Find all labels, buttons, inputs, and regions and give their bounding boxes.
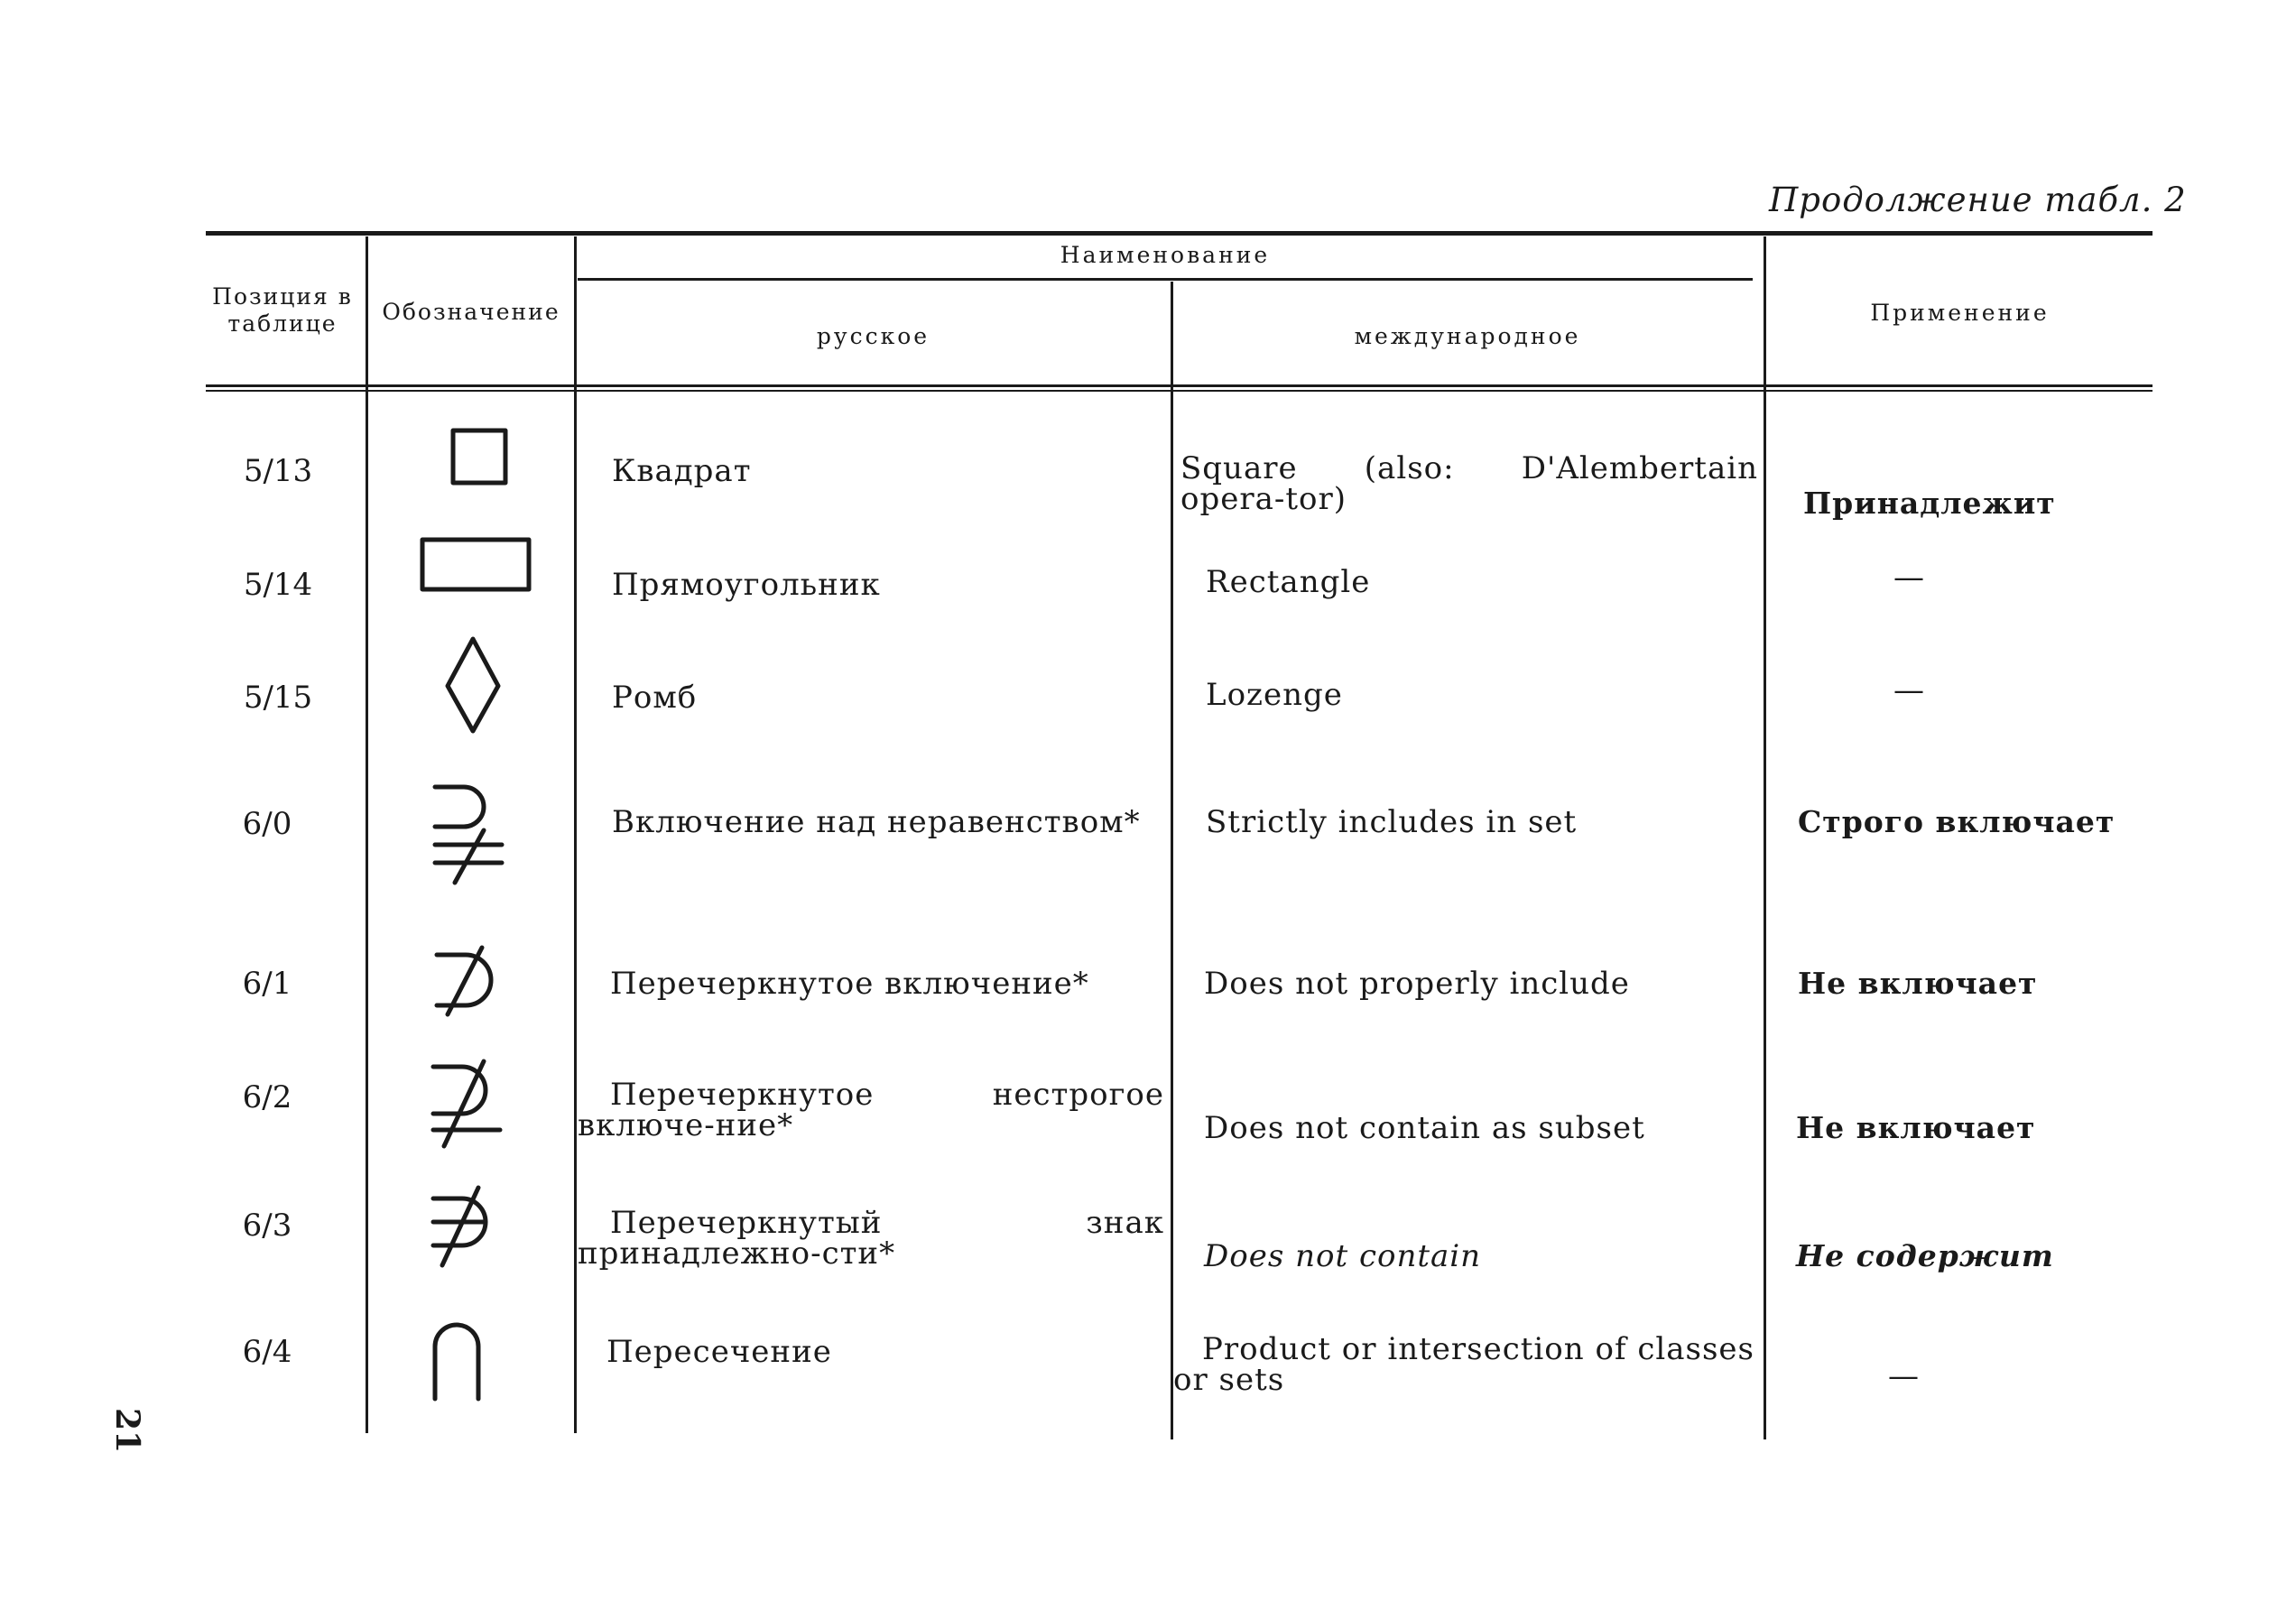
table-row-position: 6/0 [242,806,292,842]
table-row-application: Строго включает [1798,804,2115,839]
not-contains-icon [421,1182,520,1272]
table-row-russian: Включение над неравенством* [612,804,1141,840]
header-bottom-rule [206,384,2152,387]
header-application: Применение [1870,300,2050,326]
table-row-application: Не содержит [1796,1238,2054,1273]
table-row-application: Не включает [1798,966,2038,1001]
table-row-international: Rectangle [1206,564,1371,600]
not-superset-or-equal-icon [421,1056,520,1155]
header-international: международное [1354,323,1581,349]
table-row-russian: Перечеркнутое нестрогое включе-ние* [578,1077,1164,1143]
table-row-international: Lozenge [1206,677,1343,713]
table-row-position: 6/1 [242,966,292,1002]
table-row-application: — [1893,672,1924,708]
table-row-application: Не включает [1796,1110,2036,1145]
square-icon [433,417,514,498]
superset-not-equal-icon [424,776,514,893]
table-row-position: 6/3 [242,1208,292,1244]
lozenge-icon [433,632,514,740]
table-row-application: — [1888,1358,1919,1394]
table-row-position: 5/15 [243,680,313,716]
table-row-russian: Перечеркнутый знак принадлежно-сти* [578,1205,1164,1272]
table-row-position: 6/4 [242,1334,292,1370]
table-row-application: — [1893,560,1924,596]
column-divider [1171,282,1173,1439]
name-group-rule [578,278,1753,281]
not-superset-icon [424,939,514,1029]
table-row-international: Does not contain as subset [1204,1110,1645,1146]
page-number: 21 [108,1408,146,1454]
table-top-rule [206,231,2152,236]
header-russian: русское [816,323,930,349]
table-row-international: Square (also: D'Alembertain opera-tor) [1180,450,1758,517]
intersection-icon [424,1309,496,1408]
table-row-international: Does not properly include [1204,966,1630,1002]
column-divider [1764,236,1766,1439]
column-divider [574,236,577,1433]
table-row-position: 6/2 [242,1079,292,1115]
header-position: Позиция в таблице [212,283,353,337]
header-bottom-rule-2 [206,390,2152,392]
table-row-international: Does not contain [1204,1238,1482,1274]
table-row-russian: Прямоугольник [612,567,881,603]
table-row-russian: Ромб [612,680,698,716]
header-name: Наименование [1060,242,1271,268]
table-row-russian: Квадрат [612,453,752,489]
rectangle-icon [413,531,540,603]
table-row-position: 5/14 [243,567,313,603]
table-row-international: Strictly includes in set [1206,804,1578,840]
table-caption: Продолжение табл. 2 [1769,180,2187,219]
table-row-application: Принадлежит [1803,486,2056,521]
table-row-russian: Пересечение [606,1334,832,1370]
table-row-position: 5/13 [243,453,313,489]
table-row-russian: Перечеркнутое включение* [610,966,1089,1002]
table-row-international: Product or intersection of classes or sets [1173,1331,1754,1398]
column-divider [366,236,368,1433]
header-symbol: Обозначение [382,299,560,325]
